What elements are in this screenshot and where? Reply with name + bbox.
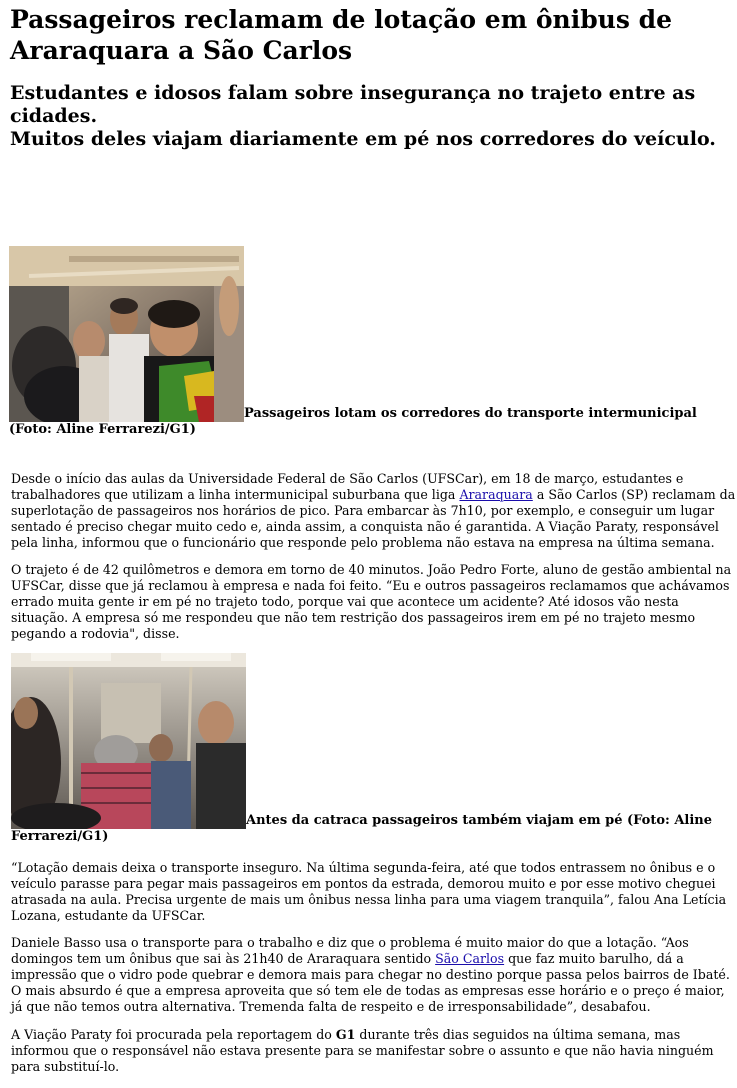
photo-1-block <box>9 246 729 438</box>
photo-2-block <box>11 653 731 845</box>
paragraph-1-b: a São Carlos (SP) reclamam da superlotação de passageiros nos horários de pico. Para embarcar às 7h10, por exemplo, e conseguir um lugar sentado é preciso chegar muito cedo e, ainda assim, a conquista não é garantida. A Viação Paraty, responsável pela linha, informou que o funcionário que responde pelo problema não estava na empresa na última semana. <box>11 487 736 550</box>
g1-brand: G1 <box>335 1027 356 1042</box>
paragraph-4-b: que faz muito barulho, dá a impressão que o vidro pode quebrar e demora mais para chegar no destino porque passa pelos bairros de Ibaté. O mais absurdo é que a empresa aproveita que só tem ele de todas as empresas esse horário e o preço é maior, já que não temos outra alternativa. Tremenda falta de respeito e de irresponsabilidade”, desabafou. <box>11 951 730 1014</box>
paragraph-3: “Lotação demais deixa o transporte inseguro. Na última segunda-feira, até que todos entrassem no ônibus e o veículo parasse para pegar mais passageiros em pontos da estrada, demorou muito e por esse motivo cheguei atrasada na aula. Precisa urgente de mais um ônibus nessa linha para uma viagem tranquila”, falou Ana Letícia Lozana, estudante da UFSCar. <box>11 860 727 923</box>
subhead-line-2: Muitos deles viajam diariamente em pé nos corredores do veículo. <box>10 128 716 150</box>
paragraph-1 <box>11 471 737 551</box>
subhead-line-1: Estudantes e idosos falam sobre insegurança no trajeto entre as cidades. <box>10 82 696 127</box>
paragraph-2: O trajeto é de 42 quilômetros e demora em torno de 40 minutos. João Pedro Forte, aluno de gestão ambiental na UFSCar, disse que já reclamou à empresa e nada foi feito. “Eu e outros passageiros reclamamos que achávamos errado muita gente ir em pé no trajeto todo, porque vai que acontece um acidente? Até idosos vão nesta situação. A empresa só me respondeu que não tem restrição dos passageiros irem em pé no trajeto mesmo pegando a rodovia", disse. <box>11 562 732 641</box>
article-headline: Passageiros reclamam de lotação em ônibus de Araraquara a São Carlos <box>10 5 673 65</box>
photo-1-caption: Passageiros lotam os corredores do transporte intermunicipal (Foto: Aline Ferrarezi/G1) <box>9 406 697 437</box>
photo-2 <box>11 653 246 829</box>
photo-2-caption: Antes da catraca passageiros também viajam em pé (Foto: Aline Ferrarezi/G1) <box>11 813 713 844</box>
paragraph-1-a: Desde o início das aulas da Universidade Federal de São Carlos (UFSCar), em 18 de março, estudantes e trabalhadores que utilizam a linha intermunicipal suburbana que liga <box>11 471 684 502</box>
paragraph-5 <box>11 1027 737 1075</box>
bus-crowd-photo-2 <box>11 653 246 829</box>
photo-1 <box>9 246 244 422</box>
paragraph-5-a: A Viação Paraty foi procurada pela reportagem do <box>11 1027 336 1042</box>
paragraph-4 <box>11 935 737 1015</box>
bus-crowd-photo-1 <box>9 246 244 422</box>
sao-carlos-link[interactable]: São Carlos <box>435 951 505 966</box>
paragraph-4-a: Daniele Basso usa o transporte para o trabalho e diz que o problema é muito maior do que a lotação. “Aos domingos tem um ônibus que sai às 21h40 de Araraquara sentido <box>11 935 689 966</box>
article-subhead <box>10 82 730 151</box>
paragraph-5-b: durante três dias seguidos na última semana, mas informou que o responsável não estava presente para se manifestar sobre o assunto e que não havia ninguém para substituí-lo. <box>11 1027 714 1074</box>
araraquara-link[interactable]: Araraquara <box>459 487 533 502</box>
